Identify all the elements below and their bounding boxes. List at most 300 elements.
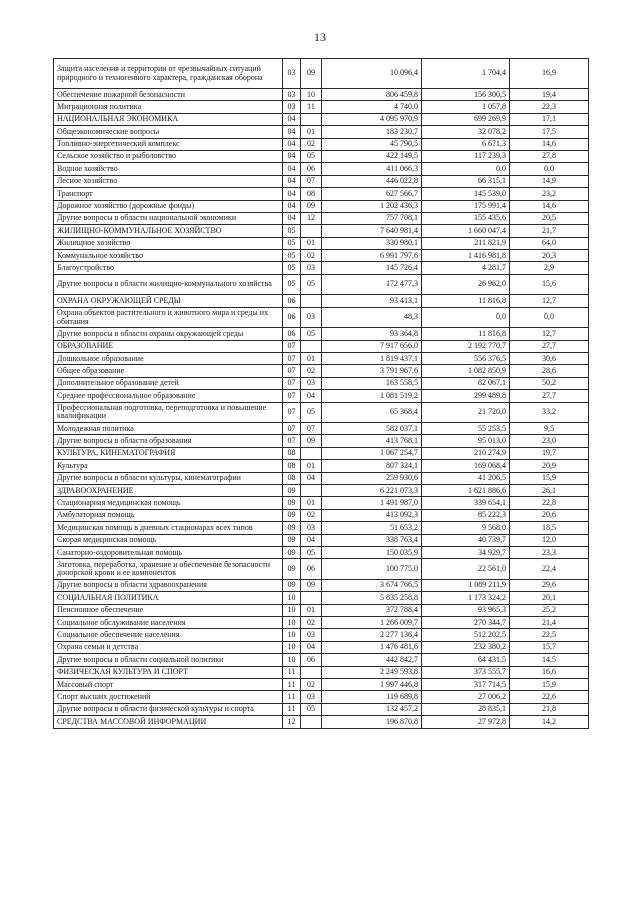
section-code-cell: 09 bbox=[283, 522, 301, 534]
plan-amount-cell: 65 368,4 bbox=[322, 402, 422, 423]
plan-amount-cell: 196 870,8 bbox=[322, 716, 422, 728]
subsection-code-cell: 06 bbox=[301, 559, 322, 580]
subsection-code-cell: 04 bbox=[301, 390, 322, 402]
subsection-code-cell bbox=[301, 113, 322, 125]
table-row bbox=[54, 274, 589, 295]
actual-amount-cell: 1 704,4 bbox=[422, 59, 510, 89]
actual-amount-cell: 317 714,5 bbox=[422, 679, 510, 691]
actual-amount-cell: 6 671,3 bbox=[422, 138, 510, 150]
expense-name-cell: Среднее профессиональное образование bbox=[54, 390, 283, 402]
subsection-code-cell: 04 bbox=[301, 641, 322, 653]
expense-name-cell: Другие вопросы в области культуры, кинематографии bbox=[54, 472, 283, 484]
actual-amount-cell: 1 416 981,8 bbox=[422, 250, 510, 262]
expense-name-cell: Миграционная политика bbox=[54, 101, 283, 113]
expense-name-cell: Топливно-энергетический комплекс bbox=[54, 138, 283, 150]
table-row bbox=[54, 579, 589, 591]
actual-amount-cell: 339 654,1 bbox=[422, 497, 510, 509]
execution-percent-cell: 27,8 bbox=[510, 150, 589, 162]
subsection-code-cell: 02 bbox=[301, 138, 322, 150]
actual-amount-cell: 85 222,3 bbox=[422, 509, 510, 521]
subsection-code-cell bbox=[301, 716, 322, 728]
section-code-cell: 04 bbox=[283, 212, 301, 224]
execution-percent-cell: 18,5 bbox=[510, 522, 589, 534]
plan-amount-cell: 1 266 009,7 bbox=[322, 617, 422, 629]
actual-amount-cell: 232 380,2 bbox=[422, 641, 510, 653]
table-row bbox=[54, 262, 589, 274]
table-row bbox=[54, 138, 589, 150]
actual-amount-cell: 55 253,5 bbox=[422, 423, 510, 435]
expense-name-cell: Заготовка, переработка, хранение и обеспечение безопасности донорской крови и ее компонентов bbox=[54, 559, 283, 580]
actual-amount-cell: 28 835,1 bbox=[422, 703, 510, 715]
execution-percent-cell: 25,2 bbox=[510, 604, 589, 616]
subsection-code-cell: 05 bbox=[301, 703, 322, 715]
actual-amount-cell: 155 435,6 bbox=[422, 212, 510, 224]
expense-name-cell: Пенсионное обеспечение bbox=[54, 604, 283, 616]
actual-amount-cell: 11 816,8 bbox=[422, 295, 510, 307]
expense-name-cell: КУЛЬТУРА, КИНЕМАТОГРАФИЯ bbox=[54, 447, 283, 459]
section-code-cell: 07 bbox=[283, 423, 301, 435]
table-row bbox=[54, 559, 589, 580]
section-code-cell: 11 bbox=[283, 703, 301, 715]
actual-amount-cell: 117 239,3 bbox=[422, 150, 510, 162]
section-code-cell: 12 bbox=[283, 716, 301, 728]
table-row bbox=[54, 472, 589, 484]
actual-amount-cell: 0,0 bbox=[422, 307, 510, 328]
expense-name-cell: Охрана объектов растительного и животного мира и среды их обитания bbox=[54, 307, 283, 328]
actual-amount-cell: 82 067,1 bbox=[422, 377, 510, 389]
execution-percent-cell: 0,0 bbox=[510, 307, 589, 328]
expense-name-cell: Культура bbox=[54, 460, 283, 472]
execution-percent-cell: 20,1 bbox=[510, 592, 589, 604]
plan-amount-cell: 7 640 981,4 bbox=[322, 225, 422, 237]
subsection-code-cell: 03 bbox=[301, 629, 322, 641]
expense-name-cell: Скорая медицинская помощь bbox=[54, 534, 283, 546]
subsection-code-cell: 03 bbox=[301, 307, 322, 328]
plan-amount-cell: 119 689,8 bbox=[322, 691, 422, 703]
plan-amount-cell: 163 558,5 bbox=[322, 377, 422, 389]
table-row bbox=[54, 604, 589, 616]
table-row bbox=[54, 509, 589, 521]
expense-name-cell: Другие вопросы в области охраны окружающей среды bbox=[54, 328, 283, 340]
actual-amount-cell: 2 192 770,7 bbox=[422, 340, 510, 352]
budget-table bbox=[53, 58, 589, 729]
execution-percent-cell: 28,6 bbox=[510, 365, 589, 377]
table-row bbox=[54, 126, 589, 138]
table-row bbox=[54, 447, 589, 459]
execution-percent-cell: 19,4 bbox=[510, 89, 589, 101]
section-code-cell: 04 bbox=[283, 188, 301, 200]
section-code-cell: 05 bbox=[283, 225, 301, 237]
expense-name-cell: Дополнительное образование детей bbox=[54, 377, 283, 389]
table-row bbox=[54, 212, 589, 224]
actual-amount-cell: 1 089 211,9 bbox=[422, 579, 510, 591]
section-code-cell: 08 bbox=[283, 460, 301, 472]
section-code-cell: 10 bbox=[283, 629, 301, 641]
execution-percent-cell: 23,3 bbox=[510, 547, 589, 559]
expense-name-cell: Другие вопросы в области образования bbox=[54, 435, 283, 447]
expense-name-cell: СРЕДСТВА МАССОВОЙ ИНФОРМАЦИИ bbox=[54, 716, 283, 728]
subsection-code-cell: 05 bbox=[301, 402, 322, 423]
plan-amount-cell: 411 066,3 bbox=[322, 163, 422, 175]
execution-percent-cell: 19,7 bbox=[510, 447, 589, 459]
plan-amount-cell: 6 221 073,3 bbox=[322, 485, 422, 497]
subsection-code-cell: 05 bbox=[301, 274, 322, 295]
table-row bbox=[54, 328, 589, 340]
section-code-cell: 04 bbox=[283, 150, 301, 162]
plan-amount-cell: 330 980,1 bbox=[322, 237, 422, 249]
section-code-cell: 05 bbox=[283, 237, 301, 249]
table-row bbox=[54, 365, 589, 377]
expense-name-cell: Жилищное хозяйство bbox=[54, 237, 283, 249]
expense-name-cell: Другие вопросы в области физической культуры и спорта bbox=[54, 703, 283, 715]
execution-percent-cell: 15,7 bbox=[510, 641, 589, 653]
actual-amount-cell: 699 269,9 bbox=[422, 113, 510, 125]
subsection-code-cell bbox=[301, 447, 322, 459]
section-code-cell: 05 bbox=[283, 274, 301, 295]
plan-amount-cell: 582 037,1 bbox=[322, 423, 422, 435]
expense-name-cell: ОБРАЗОВАНИЕ bbox=[54, 340, 283, 352]
actual-amount-cell: 9 568,0 bbox=[422, 522, 510, 534]
plan-amount-cell: 1 491 987,0 bbox=[322, 497, 422, 509]
table-row bbox=[54, 250, 589, 262]
section-code-cell: 06 bbox=[283, 295, 301, 307]
table-row bbox=[54, 101, 589, 113]
plan-amount-cell: 93 364,8 bbox=[322, 328, 422, 340]
table-row bbox=[54, 307, 589, 328]
expense-name-cell: Коммунальное хозяйство bbox=[54, 250, 283, 262]
subsection-code-cell: 03 bbox=[301, 262, 322, 274]
section-code-cell: 04 bbox=[283, 200, 301, 212]
expense-name-cell: Водное хозяйство bbox=[54, 163, 283, 175]
plan-amount-cell: 93 413,1 bbox=[322, 295, 422, 307]
execution-percent-cell: 16,9 bbox=[510, 59, 589, 89]
section-code-cell: 07 bbox=[283, 435, 301, 447]
plan-amount-cell: 1 081 519,2 bbox=[322, 390, 422, 402]
section-code-cell: 05 bbox=[283, 250, 301, 262]
actual-amount-cell: 0,0 bbox=[422, 163, 510, 175]
plan-amount-cell: 807 324,1 bbox=[322, 460, 422, 472]
subsection-code-cell: 07 bbox=[301, 423, 322, 435]
actual-amount-cell: 210 274,9 bbox=[422, 447, 510, 459]
section-code-cell: 09 bbox=[283, 497, 301, 509]
table-row bbox=[54, 679, 589, 691]
expense-name-cell: ФИЗИЧЕСКАЯ КУЛЬТУРА И СПОРТ bbox=[54, 666, 283, 678]
actual-amount-cell: 175 991,4 bbox=[422, 200, 510, 212]
section-code-cell: 04 bbox=[283, 163, 301, 175]
execution-percent-cell: 12,0 bbox=[510, 534, 589, 546]
subsection-code-cell: 01 bbox=[301, 126, 322, 138]
table-row bbox=[54, 200, 589, 212]
plan-amount-cell: 5 835 258,8 bbox=[322, 592, 422, 604]
section-code-cell: 03 bbox=[283, 89, 301, 101]
execution-percent-cell: 17,1 bbox=[510, 113, 589, 125]
subsection-code-cell: 03 bbox=[301, 522, 322, 534]
plan-amount-cell: 422 149,5 bbox=[322, 150, 422, 162]
page-number: 13 bbox=[314, 30, 326, 44]
plan-amount-cell: 1 819 437,1 bbox=[322, 353, 422, 365]
subsection-code-cell bbox=[301, 592, 322, 604]
table-row bbox=[54, 460, 589, 472]
section-code-cell: 09 bbox=[283, 559, 301, 580]
section-code-cell: 08 bbox=[283, 447, 301, 459]
expense-name-cell: Дошкольное образование bbox=[54, 353, 283, 365]
expense-name-cell: Массовый спорт bbox=[54, 679, 283, 691]
section-code-cell: 11 bbox=[283, 666, 301, 678]
expense-name-cell: Медицинская помощь в дневных стационарах всех типов bbox=[54, 522, 283, 534]
table-row bbox=[54, 188, 589, 200]
table-row bbox=[54, 353, 589, 365]
plan-amount-cell: 145 726,4 bbox=[322, 262, 422, 274]
actual-amount-cell: 11 816,8 bbox=[422, 328, 510, 340]
plan-amount-cell: 3 791 967,6 bbox=[322, 365, 422, 377]
section-code-cell: 10 bbox=[283, 592, 301, 604]
table-row bbox=[54, 703, 589, 715]
table-row bbox=[54, 295, 589, 307]
execution-percent-cell: 16,6 bbox=[510, 666, 589, 678]
plan-amount-cell: 1 997 446,8 bbox=[322, 679, 422, 691]
section-code-cell: 06 bbox=[283, 328, 301, 340]
table-row bbox=[54, 175, 589, 187]
expense-name-cell: Социальное обслуживание населения bbox=[54, 617, 283, 629]
subsection-code-cell: 12 bbox=[301, 212, 322, 224]
section-code-cell: 05 bbox=[283, 262, 301, 274]
plan-amount-cell: 132 457,2 bbox=[322, 703, 422, 715]
plan-amount-cell: 806 459,8 bbox=[322, 89, 422, 101]
actual-amount-cell: 4 281,7 bbox=[422, 262, 510, 274]
section-code-cell: 09 bbox=[283, 485, 301, 497]
plan-amount-cell: 150 035,9 bbox=[322, 547, 422, 559]
table-row bbox=[54, 163, 589, 175]
expense-name-cell: Другие вопросы в области национальной экономики bbox=[54, 212, 283, 224]
plan-amount-cell: 757 708,1 bbox=[322, 212, 422, 224]
expense-name-cell: Молодежная политика bbox=[54, 423, 283, 435]
plan-amount-cell: 100 775,0 bbox=[322, 559, 422, 580]
table-row bbox=[54, 617, 589, 629]
actual-amount-cell: 145 539,0 bbox=[422, 188, 510, 200]
subsection-code-cell: 05 bbox=[301, 150, 322, 162]
execution-percent-cell: 14,2 bbox=[510, 716, 589, 728]
section-code-cell: 10 bbox=[283, 604, 301, 616]
subsection-code-cell: 09 bbox=[301, 59, 322, 89]
subsection-code-cell: 04 bbox=[301, 472, 322, 484]
expense-name-cell: Благоустройство bbox=[54, 262, 283, 274]
section-code-cell: 07 bbox=[283, 365, 301, 377]
subsection-code-cell bbox=[301, 295, 322, 307]
subsection-code-cell: 02 bbox=[301, 509, 322, 521]
subsection-code-cell bbox=[301, 225, 322, 237]
plan-amount-cell: 172 477,3 bbox=[322, 274, 422, 295]
execution-percent-cell: 17,5 bbox=[510, 126, 589, 138]
actual-amount-cell: 299 489,8 bbox=[422, 390, 510, 402]
table-row bbox=[54, 113, 589, 125]
expense-name-cell: Лесное хозяйство bbox=[54, 175, 283, 187]
table-row bbox=[54, 377, 589, 389]
execution-percent-cell: 14,5 bbox=[510, 654, 589, 666]
subsection-code-cell: 01 bbox=[301, 497, 322, 509]
actual-amount-cell: 1 057,8 bbox=[422, 101, 510, 113]
execution-percent-cell: 22,8 bbox=[510, 497, 589, 509]
expense-name-cell: Защита населения и территории от чрезвычайных ситуаций природного и техногенного характера, гражданская оборона bbox=[54, 59, 283, 89]
section-code-cell: 04 bbox=[283, 138, 301, 150]
subsection-code-cell bbox=[301, 340, 322, 352]
subsection-code-cell: 06 bbox=[301, 654, 322, 666]
section-code-cell: 10 bbox=[283, 654, 301, 666]
execution-percent-cell: 33,2 bbox=[510, 402, 589, 423]
subsection-code-cell: 07 bbox=[301, 175, 322, 187]
actual-amount-cell: 32 078,2 bbox=[422, 126, 510, 138]
actual-amount-cell: 64 431,5 bbox=[422, 654, 510, 666]
execution-percent-cell: 12,7 bbox=[510, 328, 589, 340]
execution-percent-cell: 21,7 bbox=[510, 225, 589, 237]
subsection-code-cell: 01 bbox=[301, 460, 322, 472]
subsection-code-cell: 09 bbox=[301, 435, 322, 447]
actual-amount-cell: 211 821,9 bbox=[422, 237, 510, 249]
section-code-cell: 08 bbox=[283, 472, 301, 484]
execution-percent-cell: 21,4 bbox=[510, 617, 589, 629]
expense-name-cell: Транспорт bbox=[54, 188, 283, 200]
execution-percent-cell: 12,7 bbox=[510, 295, 589, 307]
execution-percent-cell: 64,0 bbox=[510, 237, 589, 249]
execution-percent-cell: 20,5 bbox=[510, 212, 589, 224]
section-code-cell: 10 bbox=[283, 641, 301, 653]
subsection-code-cell: 02 bbox=[301, 679, 322, 691]
table-row bbox=[54, 534, 589, 546]
section-code-cell: 03 bbox=[283, 59, 301, 89]
execution-percent-cell: 14,6 bbox=[510, 200, 589, 212]
plan-amount-cell: 1 202 436,3 bbox=[322, 200, 422, 212]
subsection-code-cell: 11 bbox=[301, 101, 322, 113]
plan-amount-cell: 442 842,7 bbox=[322, 654, 422, 666]
expense-name-cell: Дорожное хозяйство (дорожные фонды) bbox=[54, 200, 283, 212]
plan-amount-cell: 413 768,1 bbox=[322, 435, 422, 447]
actual-amount-cell: 270 344,7 bbox=[422, 617, 510, 629]
table-row bbox=[54, 592, 589, 604]
actual-amount-cell: 22 561,0 bbox=[422, 559, 510, 580]
plan-amount-cell: 627 566,7 bbox=[322, 188, 422, 200]
actual-amount-cell: 156 300,5 bbox=[422, 89, 510, 101]
subsection-code-cell: 02 bbox=[301, 617, 322, 629]
expense-name-cell: Другие вопросы в области здравоохранения bbox=[54, 579, 283, 591]
execution-percent-cell: 27,7 bbox=[510, 340, 589, 352]
section-code-cell: 04 bbox=[283, 175, 301, 187]
subsection-code-cell: 09 bbox=[301, 579, 322, 591]
table-row bbox=[54, 716, 589, 728]
subsection-code-cell: 08 bbox=[301, 188, 322, 200]
plan-amount-cell: 4 095 970,9 bbox=[322, 113, 422, 125]
subsection-code-cell: 10 bbox=[301, 89, 322, 101]
execution-percent-cell: 14,6 bbox=[510, 138, 589, 150]
subsection-code-cell: 02 bbox=[301, 365, 322, 377]
actual-amount-cell: 21 720,0 bbox=[422, 402, 510, 423]
actual-amount-cell: 27 972,8 bbox=[422, 716, 510, 728]
section-code-cell: 04 bbox=[283, 126, 301, 138]
expense-name-cell: ЗДРАВООХРАНЕНИЕ bbox=[54, 485, 283, 497]
section-code-cell: 11 bbox=[283, 691, 301, 703]
execution-percent-cell: 2,9 bbox=[510, 262, 589, 274]
subsection-code-cell: 05 bbox=[301, 547, 322, 559]
plan-amount-cell: 1 067 254,7 bbox=[322, 447, 422, 459]
table-row bbox=[54, 654, 589, 666]
execution-percent-cell: 50,2 bbox=[510, 377, 589, 389]
execution-percent-cell: 20,3 bbox=[510, 250, 589, 262]
plan-amount-cell: 183 230,7 bbox=[322, 126, 422, 138]
execution-percent-cell: 15,9 bbox=[510, 472, 589, 484]
subsection-code-cell: 03 bbox=[301, 377, 322, 389]
section-code-cell: 07 bbox=[283, 402, 301, 423]
execution-percent-cell: 20,9 bbox=[510, 460, 589, 472]
expense-name-cell: Другие вопросы в области жилищно-коммунального хозяйства bbox=[54, 274, 283, 295]
expense-name-cell: Спорт высших достижений bbox=[54, 691, 283, 703]
expense-name-cell: ЖИЛИЩНО-КОММУНАЛЬНОЕ ХОЗЯЙСТВО bbox=[54, 225, 283, 237]
execution-percent-cell: 30,6 bbox=[510, 353, 589, 365]
expense-name-cell: Амбулаторная помощь bbox=[54, 509, 283, 521]
actual-amount-cell: 66 315,1 bbox=[422, 175, 510, 187]
execution-percent-cell: 0,0 bbox=[510, 163, 589, 175]
actual-amount-cell: 41 206,5 bbox=[422, 472, 510, 484]
expense-name-cell: Общее образование bbox=[54, 365, 283, 377]
table-row bbox=[54, 629, 589, 641]
table-row bbox=[54, 423, 589, 435]
actual-amount-cell: 34 929,7 bbox=[422, 547, 510, 559]
expense-name-cell: Охрана семьи и детства bbox=[54, 641, 283, 653]
section-code-cell: 07 bbox=[283, 340, 301, 352]
table-row bbox=[54, 402, 589, 423]
subsection-code-cell: 06 bbox=[301, 163, 322, 175]
execution-percent-cell: 22,4 bbox=[510, 559, 589, 580]
table-row bbox=[54, 497, 589, 509]
section-code-cell: 09 bbox=[283, 547, 301, 559]
plan-amount-cell: 45 790,5 bbox=[322, 138, 422, 150]
plan-amount-cell: 6 991 797,6 bbox=[322, 250, 422, 262]
plan-amount-cell: 413 092,3 bbox=[322, 509, 422, 521]
actual-amount-cell: 373 555,7 bbox=[422, 666, 510, 678]
expense-name-cell: Стационарная медицинская помощь bbox=[54, 497, 283, 509]
expense-name-cell: Социальное обеспечение населения bbox=[54, 629, 283, 641]
subsection-code-cell: 01 bbox=[301, 353, 322, 365]
expense-name-cell: Общеэкономические вопросы bbox=[54, 126, 283, 138]
table-row bbox=[54, 547, 589, 559]
execution-percent-cell: 14,9 bbox=[510, 175, 589, 187]
actual-amount-cell: 27 006,2 bbox=[422, 691, 510, 703]
actual-amount-cell: 556 376,5 bbox=[422, 353, 510, 365]
actual-amount-cell: 40 739,7 bbox=[422, 534, 510, 546]
section-code-cell: 07 bbox=[283, 390, 301, 402]
section-code-cell: 09 bbox=[283, 509, 301, 521]
plan-amount-cell: 1 476 481,6 bbox=[322, 641, 422, 653]
plan-amount-cell: 2 277 136,4 bbox=[322, 629, 422, 641]
table-row bbox=[54, 89, 589, 101]
table-row bbox=[54, 435, 589, 447]
section-code-cell: 07 bbox=[283, 377, 301, 389]
plan-amount-cell: 51 653,2 bbox=[322, 522, 422, 534]
execution-percent-cell: 15,9 bbox=[510, 679, 589, 691]
expense-name-cell: СОЦИАЛЬНАЯ ПОЛИТИКА bbox=[54, 592, 283, 604]
plan-amount-cell: 338 763,4 bbox=[322, 534, 422, 546]
subsection-code-cell: 01 bbox=[301, 604, 322, 616]
execution-percent-cell: 22,3 bbox=[510, 101, 589, 113]
table-row bbox=[54, 641, 589, 653]
expense-name-cell: НАЦИОНАЛЬНАЯ ЭКОНОМИКА bbox=[54, 113, 283, 125]
plan-amount-cell: 259 930,6 bbox=[322, 472, 422, 484]
table-row bbox=[54, 150, 589, 162]
plan-amount-cell: 4 740,0 bbox=[322, 101, 422, 113]
execution-percent-cell: 29,6 bbox=[510, 579, 589, 591]
plan-amount-cell: 48,3 bbox=[322, 307, 422, 328]
execution-percent-cell: 22,5 bbox=[510, 629, 589, 641]
execution-percent-cell: 20,6 bbox=[510, 509, 589, 521]
subsection-code-cell: 09 bbox=[301, 200, 322, 212]
execution-percent-cell: 26,1 bbox=[510, 485, 589, 497]
